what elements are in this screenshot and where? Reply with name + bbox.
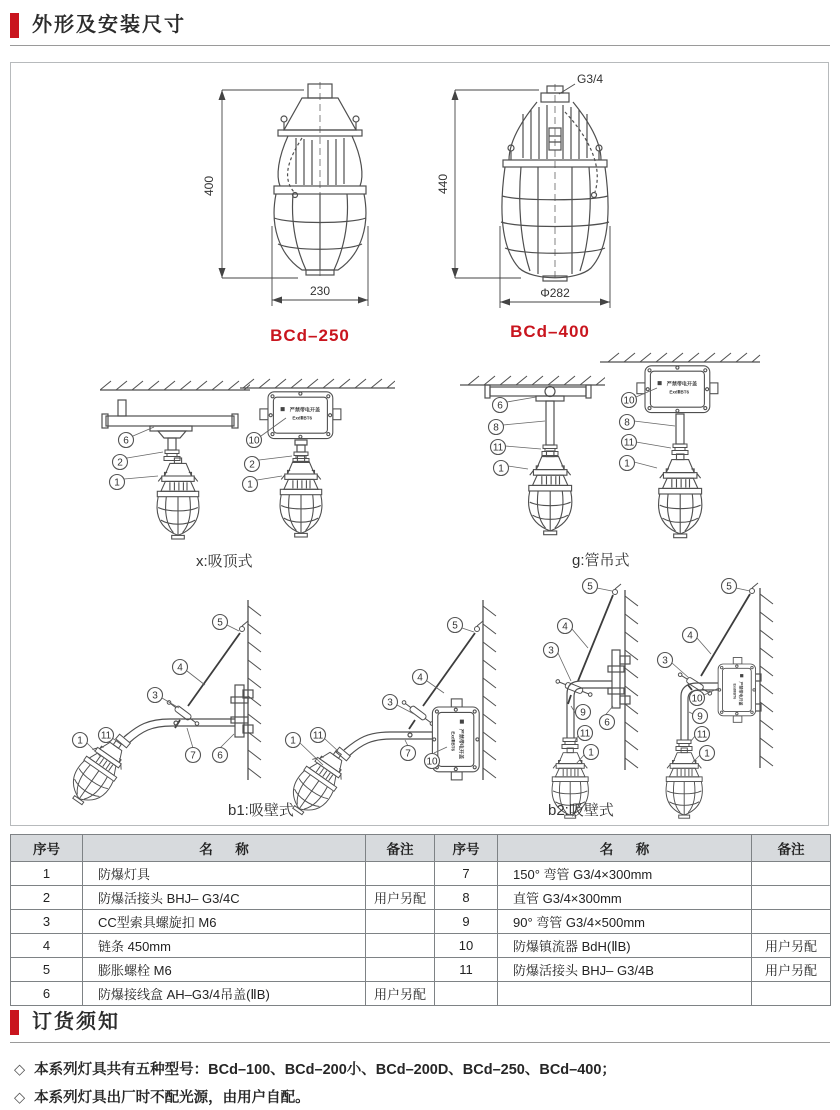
- callout: [576, 705, 591, 720]
- diamond-bullet-icon: ◇: [14, 1090, 26, 1106]
- callout: [119, 433, 134, 448]
- svg-text:1: 1: [290, 735, 296, 747]
- ceiling-mount-diagram-2: [240, 378, 395, 550]
- ordering-note-2: [14, 1086, 310, 1107]
- col-header-remark: 备注: [366, 835, 435, 862]
- part-name-cell: 链条 450mm: [83, 934, 366, 958]
- svg-text:7: 7: [405, 748, 411, 760]
- parts-tables: [10, 834, 831, 1006]
- part-name-cell: 膨胀螺栓 M6: [83, 958, 366, 982]
- part-name-cell: 防爆活接头 BHJ– G3/4B: [498, 958, 752, 982]
- callout: [245, 457, 260, 472]
- svg-text:8: 8: [493, 422, 499, 434]
- svg-text:1: 1: [588, 747, 594, 759]
- part-no-cell: 9: [435, 910, 498, 934]
- table-row: [435, 982, 831, 1006]
- callout: [583, 579, 598, 594]
- callout: [311, 728, 326, 743]
- svg-text:11: 11: [492, 442, 504, 454]
- section-dimensions-header: [10, 13, 830, 46]
- svg-text:11: 11: [579, 728, 591, 740]
- svg-text:9: 9: [580, 707, 586, 719]
- callout: [558, 619, 573, 634]
- part-remark-cell: 用户另配: [752, 958, 831, 982]
- col-header-remark: 备注: [752, 835, 831, 862]
- section-ordering-header: [10, 1010, 830, 1043]
- part-no-cell: [435, 982, 498, 1006]
- dimension-width-250: 230: [309, 284, 331, 298]
- callout: [243, 477, 258, 492]
- callout: [695, 727, 710, 742]
- svg-text:3: 3: [387, 697, 393, 709]
- svg-text:3: 3: [548, 645, 554, 657]
- note-text: 本系列灯具共有五种型号：BCd–100、BCd–200小、BCd–200D、BCd–250、BCd–400；: [34, 1062, 616, 1078]
- svg-text:8: 8: [624, 417, 630, 429]
- part-no-cell: 8: [435, 886, 498, 910]
- model-label-bcd400: BCd–400: [510, 322, 590, 341]
- svg-text:4: 4: [177, 662, 183, 674]
- callout: [110, 475, 125, 490]
- callout: [383, 695, 398, 710]
- part-name-cell: 90° 弯管 G3/4×500mm: [498, 910, 752, 934]
- mount-label-b1: b1:吸壁式: [228, 802, 294, 819]
- callout: [286, 733, 301, 748]
- part-remark-cell: [752, 862, 831, 886]
- bcd250-drawing: [190, 76, 430, 328]
- svg-text:6: 6: [604, 717, 610, 729]
- part-no-cell: 5: [11, 958, 83, 982]
- callout: [584, 745, 599, 760]
- mount-label-b2: b2:吸壁式: [548, 802, 614, 819]
- svg-text:1: 1: [498, 463, 504, 475]
- svg-text:11: 11: [623, 437, 635, 449]
- callout: [213, 615, 228, 630]
- dimension-diameter-400: Φ282: [540, 286, 570, 300]
- svg-text:2: 2: [249, 459, 255, 471]
- part-remark-cell: [752, 910, 831, 934]
- red-accent-bar: [10, 13, 19, 38]
- callout: [493, 398, 508, 413]
- callout: [247, 433, 262, 448]
- part-no-cell: 11: [435, 958, 498, 982]
- table-header-row: [11, 835, 435, 862]
- svg-text:10: 10: [426, 756, 438, 768]
- table-row: [11, 934, 435, 958]
- callout: [578, 726, 593, 741]
- part-remark-cell: [366, 862, 435, 886]
- wall-mount-b1-diagram-1: [30, 585, 270, 820]
- callout: [401, 746, 416, 761]
- callout: [690, 691, 705, 706]
- svg-text:10: 10: [691, 693, 703, 705]
- svg-text:5: 5: [217, 617, 223, 629]
- parts-table-left: [10, 834, 435, 1006]
- callout: [620, 456, 635, 471]
- callout: [622, 435, 637, 450]
- svg-text:6: 6: [217, 750, 223, 762]
- part-no-cell: 2: [11, 886, 83, 910]
- part-no-cell: 10: [435, 934, 498, 958]
- parts-table-right: [434, 834, 831, 1006]
- svg-text:1: 1: [247, 479, 253, 491]
- mount-label-pipe: g:管吊式: [572, 552, 630, 569]
- svg-text:2: 2: [117, 457, 123, 469]
- thread-label: G3/4: [577, 72, 604, 86]
- svg-text:5: 5: [726, 581, 732, 593]
- svg-text:3: 3: [152, 690, 158, 702]
- callout: [73, 733, 88, 748]
- callout: [494, 461, 509, 476]
- callout: [113, 455, 128, 470]
- part-remark-cell: [752, 982, 831, 1006]
- dimension-height-250: 400: [202, 175, 216, 197]
- svg-text:11: 11: [100, 730, 112, 742]
- note-text: 本系列灯具出厂时不配光源，由用户自配。: [34, 1090, 310, 1106]
- callout: [173, 660, 188, 675]
- col-header-name: 名 称: [83, 835, 366, 862]
- wall-mount-b2-diagram-1: [485, 578, 665, 828]
- svg-text:4: 4: [417, 672, 423, 684]
- model-label-bcd250: BCd–250: [270, 326, 350, 345]
- callout: [213, 748, 228, 763]
- svg-text:5: 5: [587, 581, 593, 593]
- red-accent-bar: [10, 1010, 19, 1035]
- part-remark-cell: [366, 910, 435, 934]
- dimension-height-400: 440: [436, 173, 450, 195]
- svg-text:4: 4: [687, 630, 693, 642]
- callout: [413, 670, 428, 685]
- part-name-cell: 直管 G3/4×300mm: [498, 886, 752, 910]
- svg-text:1: 1: [77, 735, 83, 747]
- part-name-cell: 150° 弯管 G3/4×300mm: [498, 862, 752, 886]
- callout: [544, 643, 559, 658]
- svg-text:7: 7: [190, 750, 196, 762]
- bcd400-drawing: [425, 70, 675, 332]
- table-row: [11, 862, 435, 886]
- part-no-cell: 4: [11, 934, 83, 958]
- part-no-cell: 6: [11, 982, 83, 1006]
- callout: [693, 709, 708, 724]
- callout: [622, 393, 637, 408]
- callout: [658, 653, 673, 668]
- part-name-cell: CC型索具螺旋扣 M6: [83, 910, 366, 934]
- callout: [491, 440, 506, 455]
- table-row: [435, 886, 831, 910]
- table-header-row: [435, 835, 831, 862]
- part-name-cell: 防爆灯具: [83, 862, 366, 886]
- part-name-cell: 防爆活接头 BHJ– G3/4C: [83, 886, 366, 910]
- callout: [600, 715, 615, 730]
- part-name-cell: [498, 982, 752, 1006]
- part-no-cell: 1: [11, 862, 83, 886]
- mount-label-ceiling: x:吸顶式: [196, 553, 253, 570]
- svg-text:10: 10: [248, 435, 260, 447]
- ceiling-mount-diagram-1: [100, 378, 250, 550]
- svg-text:11: 11: [696, 729, 708, 741]
- callout: [186, 748, 201, 763]
- part-remark-cell: [366, 958, 435, 982]
- callout: [99, 728, 114, 743]
- part-remark-cell: [752, 886, 831, 910]
- svg-text:11: 11: [312, 730, 324, 742]
- table-row: [435, 910, 831, 934]
- callout: [425, 754, 440, 769]
- col-header-name: 名 称: [498, 835, 752, 862]
- table-row: [11, 958, 435, 982]
- part-remark-cell: 用户另配: [366, 886, 435, 910]
- part-remark-cell: 用户另配: [366, 982, 435, 1006]
- part-name-cell: 防爆接线盒 AH–G3/4吊盖(ⅡB): [83, 982, 366, 1006]
- table-row: [435, 958, 831, 982]
- col-header-no: 序号: [11, 835, 83, 862]
- table-row: [11, 910, 435, 934]
- svg-text:6: 6: [497, 400, 503, 412]
- table-row: [435, 862, 831, 886]
- part-no-cell: 3: [11, 910, 83, 934]
- diamond-bullet-icon: ◇: [14, 1062, 26, 1078]
- callout: [148, 688, 163, 703]
- svg-text:9: 9: [697, 711, 703, 723]
- section-title: 外形及安装尺寸: [32, 14, 186, 36]
- svg-text:1: 1: [114, 477, 120, 489]
- part-remark-cell: [366, 934, 435, 958]
- svg-text:1: 1: [704, 748, 710, 760]
- ordering-note-1: [14, 1058, 616, 1079]
- section-title: 订货须知: [32, 1011, 120, 1033]
- table-row: [11, 982, 435, 1006]
- table-row: [435, 934, 831, 958]
- part-name-cell: 防爆镇流器 BdH(ⅡB): [498, 934, 752, 958]
- table-row: [11, 886, 435, 910]
- wall-mount-b2-diagram-2: [645, 578, 830, 828]
- svg-text:3: 3: [662, 655, 668, 667]
- svg-text:5: 5: [452, 620, 458, 632]
- svg-text:6: 6: [123, 435, 129, 447]
- wall-mount-b1-diagram-2: [255, 585, 515, 820]
- part-no-cell: 7: [435, 862, 498, 886]
- callout: [489, 420, 504, 435]
- callout: [722, 579, 737, 594]
- pipe-mount-diagram-2: [595, 352, 765, 547]
- svg-text:1: 1: [624, 458, 630, 470]
- callout: [620, 415, 635, 430]
- pipe-mount-diagram-1: [440, 373, 605, 545]
- part-remark-cell: 用户另配: [752, 934, 831, 958]
- svg-text:4: 4: [562, 621, 568, 633]
- callout: [448, 618, 463, 633]
- callout: [700, 746, 715, 761]
- svg-text:10: 10: [623, 395, 635, 407]
- col-header-no: 序号: [435, 835, 498, 862]
- callout: [683, 628, 698, 643]
